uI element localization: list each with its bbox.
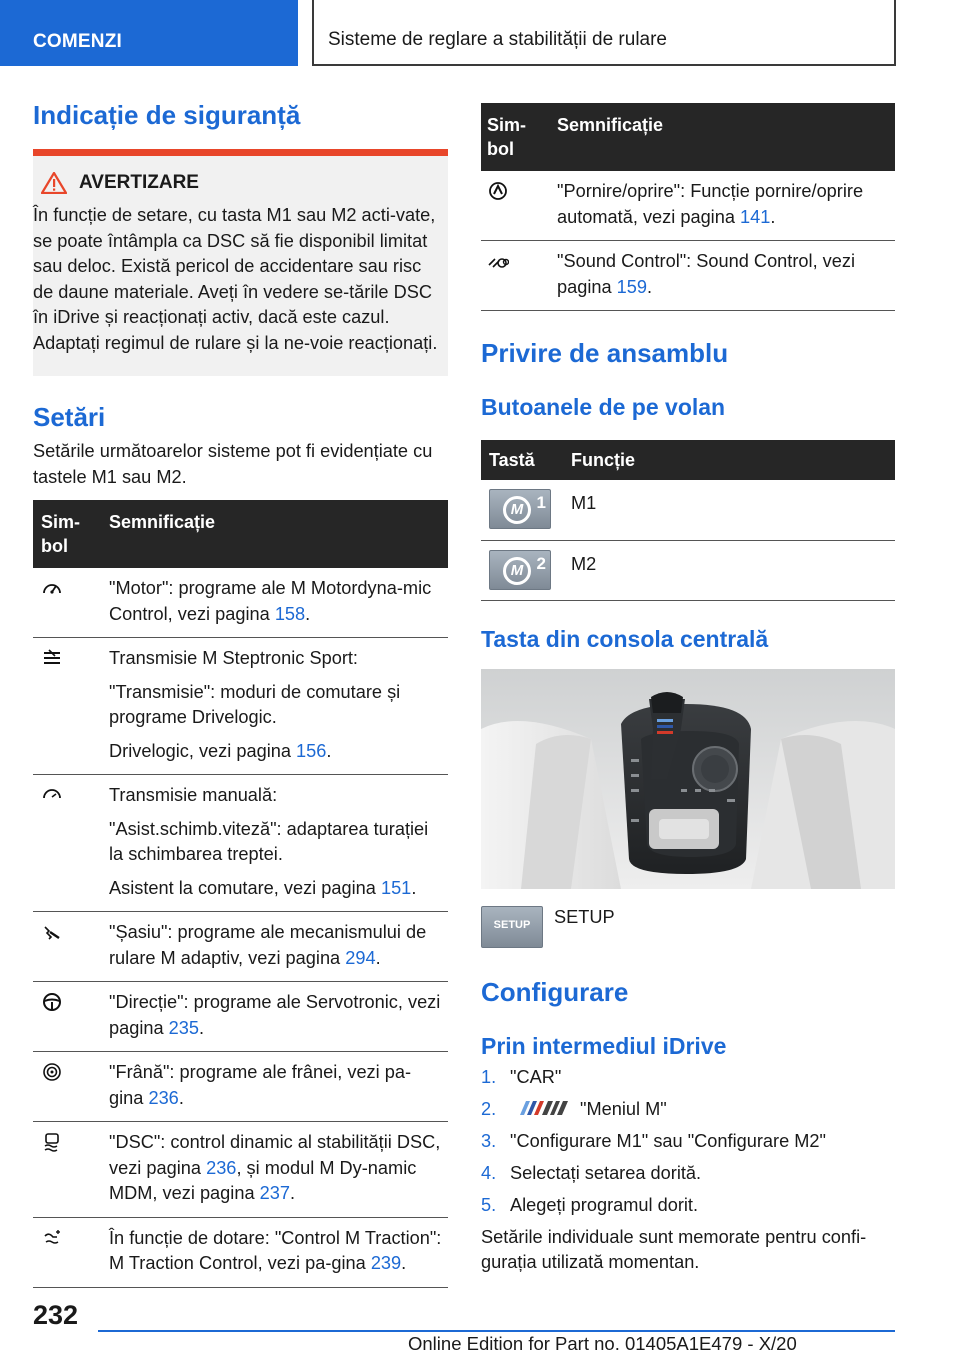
symbol-cell	[33, 638, 99, 775]
config-steps-list	[481, 1065, 895, 1219]
meaning-text: "Motor": programe ale M Motordyna-mic Control, vezi pagina	[109, 578, 432, 624]
meaning-cell	[99, 1052, 448, 1122]
step-body	[510, 1161, 701, 1187]
meaning-cell	[99, 1122, 448, 1218]
col-key-header: Tastă	[481, 440, 559, 480]
meaning-cell	[547, 241, 895, 311]
step-body	[510, 1129, 826, 1155]
step-number: 5.	[481, 1194, 497, 1215]
table-row	[481, 241, 895, 311]
m-button-ring	[503, 496, 531, 524]
setup-text: SETUP	[554, 906, 615, 927]
meaning-cell	[99, 638, 448, 775]
meaning-text: .	[289, 1183, 296, 1203]
m-logo-icon	[516, 1099, 572, 1117]
meaning-cell	[99, 775, 448, 912]
table-row	[33, 1122, 448, 1218]
col-meaning-header: Semnificație	[547, 103, 895, 171]
meaning-line	[109, 1060, 442, 1111]
step-text: "Configurare M1" sau "Configurare M2"	[510, 1130, 826, 1151]
symbol-cell	[481, 171, 547, 241]
meaning-text: Transmisie M Steptronic Sport:	[109, 648, 358, 668]
safety-heading: Indicație de siguranță	[33, 100, 301, 130]
center-console-image	[481, 669, 895, 889]
table-row	[33, 1052, 448, 1122]
meaning-text: "Direcție": programe ale Servotronic, vezi pagina	[109, 992, 441, 1038]
meaning-line	[109, 817, 442, 868]
step-number: 3.	[481, 1130, 497, 1151]
gauge-icon	[41, 578, 63, 598]
traction-icon	[41, 1228, 63, 1248]
left-column	[33, 100, 448, 1288]
step-text: Selectați setarea dorită.	[510, 1162, 702, 1183]
warning-label: AVERTIZARE	[79, 172, 199, 193]
col-meaning-header: Semnificație	[99, 500, 448, 568]
meaning-line	[109, 920, 442, 971]
warning-triangle-icon	[41, 172, 67, 194]
meaning-text: .	[326, 740, 332, 761]
settings-heading: Setări	[33, 402, 106, 432]
meaning-cell	[99, 1217, 448, 1287]
function-cell	[559, 540, 895, 600]
page-number: 232	[33, 1300, 79, 1330]
page-link[interactable]: 158	[274, 603, 306, 624]
meaning-text: "DSC": control dinamic al stabilității DSC, vezi pagina	[109, 1132, 441, 1178]
m-number: 1	[536, 493, 546, 512]
function-cell	[559, 480, 895, 540]
table-header-row	[33, 500, 448, 568]
section-tab[interactable]: COMENZI	[0, 0, 298, 66]
m-button-ring	[503, 557, 531, 585]
meaning-text: .	[178, 1087, 184, 1108]
meaning-text: .	[647, 276, 653, 297]
step-body	[510, 1097, 667, 1123]
meaning-text: Drivelogic, vezi pagina	[109, 740, 297, 761]
page-link[interactable]: 239	[370, 1253, 402, 1273]
brake-icon	[41, 1062, 63, 1082]
meaning-cell	[547, 171, 895, 241]
symbol-cell	[33, 912, 99, 982]
list-item	[481, 1161, 895, 1187]
setup-button-icon[interactable]	[481, 906, 543, 948]
key-cell	[481, 480, 559, 540]
page-link[interactable]: 237	[259, 1183, 290, 1203]
wheel-buttons-heading: Butoanele de pe volan	[481, 394, 726, 420]
key-cell	[481, 540, 559, 600]
list-item	[481, 1097, 895, 1123]
page-link[interactable]: 236	[148, 1087, 179, 1108]
meaning-text: , și modul M Dy-namic MDM, vezi pagina	[109, 1157, 417, 1203]
step-number: 4.	[481, 1162, 497, 1183]
meaning-line	[109, 680, 442, 731]
start-stop-icon	[487, 181, 509, 201]
transmission-icon	[41, 648, 63, 668]
footer-divider	[98, 1330, 895, 1332]
step-number: 2.	[481, 1098, 497, 1119]
function-text: M1	[571, 493, 597, 513]
meaning-text: "Șasiu": programe ale mecanismului de rulare M adaptiv, vezi pagina	[109, 922, 427, 968]
meaning-line	[109, 990, 442, 1041]
meaning-line	[109, 1226, 442, 1277]
meaning-line	[109, 1130, 442, 1207]
steering-wheel-icon	[41, 992, 63, 1012]
table-row	[481, 540, 895, 600]
col-symbol-header: Sim- bol	[33, 500, 99, 568]
suspension-icon	[41, 922, 63, 942]
meaning-text: "Frână": programe ale frânei, vezi pa-gina	[109, 1062, 412, 1108]
symbol-cell	[481, 241, 547, 311]
step-body	[510, 1193, 698, 1219]
meaning-text: "Sound Control": Sound Control, vezi pagina	[557, 251, 856, 297]
meaning-line	[109, 646, 442, 672]
table-row	[33, 638, 448, 775]
setup-row	[481, 906, 895, 948]
table-row	[481, 480, 895, 540]
meaning-text: "Asist.schimb.viteză": adaptarea turației la schimbarea treptei.	[109, 818, 429, 864]
list-item	[481, 1065, 895, 1091]
table-row	[33, 982, 448, 1052]
warning-text: În funcție de setare, cu tasta M1 sau M2 acti-vate, se poate întâmpla ca DSC să fie disponibil limitat sau deloc. Există pericol de accidentare sau risc de daune materiale. Aveți în vedere se-tările DSC în iDrive și reacționați activ, dacă este cazul. Adaptați regimul de rulare și la ne-voie reacționați.	[33, 205, 438, 353]
edition-text: Online Edition for Part no. 01405A1E479 - X/20	[408, 1333, 797, 1354]
table-header-row	[481, 440, 895, 480]
meaning-text: .	[401, 1253, 407, 1273]
dsc-icon	[41, 1132, 63, 1152]
warning-header	[41, 172, 438, 194]
table-row	[33, 912, 448, 982]
chapter-title: Sisteme de reglare a stabilității de rulare	[312, 0, 896, 66]
meaning-cell	[99, 982, 448, 1052]
symbol-cell	[33, 1122, 99, 1218]
meaning-cell	[99, 912, 448, 982]
col-function-header: Funcție	[559, 440, 895, 480]
list-item	[481, 1129, 895, 1155]
meaning-cell	[99, 568, 448, 638]
table-row	[33, 1217, 448, 1287]
symbol-cell	[33, 775, 99, 912]
meaning-line	[109, 876, 442, 902]
meaning-text: .	[411, 877, 417, 898]
page-link[interactable]: 294	[345, 947, 376, 968]
symbol-cell	[33, 1052, 99, 1122]
meaning-text: "Transmisie": moduri de comutare și programe Drivelogic.	[109, 681, 401, 727]
m1-button-icon[interactable]	[489, 489, 551, 529]
meaning-text: "Pornire/oprire": Funcție pornire/oprire automată, vezi pagina	[557, 181, 864, 227]
function-text: M2	[571, 553, 597, 574]
table-row	[33, 775, 448, 912]
config-note: Setările individuale sunt memorate pentru confi-gurația utilizată momentan.	[481, 1226, 867, 1272]
meaning-line	[109, 739, 442, 765]
page-link[interactable]: 141	[740, 206, 771, 227]
step-number: 1.	[481, 1066, 497, 1087]
page-header	[0, 0, 960, 66]
table-row	[33, 568, 448, 638]
idrive-heading: Prin intermediul iDrive	[481, 1032, 727, 1059]
step-text: Alegeți programul dorit.	[510, 1194, 699, 1215]
page-link[interactable]: 159	[616, 276, 648, 297]
config-heading: Configurare	[481, 976, 629, 1007]
settings-intro: Setările următoarelor sisteme pot fi evidențiate cu tastele M1 sau M2.	[33, 441, 433, 487]
meaning-text: .	[199, 1017, 205, 1038]
m-letter: M	[510, 561, 524, 579]
m-letter: M	[510, 501, 524, 519]
symbol-cell	[33, 568, 99, 638]
m-number: 2	[536, 553, 546, 573]
page-link[interactable]: 235	[168, 1017, 200, 1038]
setup-key-label: SETUP	[493, 918, 531, 931]
meaning-line	[109, 576, 442, 627]
meaning-text: Transmisie manuală:	[109, 785, 278, 805]
step-body	[510, 1065, 561, 1091]
overview-heading: Privire de ansamblu	[481, 338, 729, 368]
wheel-keys-table	[481, 440, 895, 601]
list-item	[481, 1193, 895, 1219]
meaning-text: .	[305, 603, 311, 624]
page-link[interactable]: 151	[380, 877, 412, 898]
table-row	[481, 171, 895, 241]
console-heading: Tasta din consola centrală	[481, 625, 769, 652]
col-symbol-header: Sim- bol	[481, 103, 547, 171]
symbol-cell	[33, 982, 99, 1052]
table-header-row	[481, 103, 895, 171]
meaning-text: În funcție de dotare: "Control M Traction": M Traction Control, vezi pa-gina	[109, 1227, 442, 1273]
settings-table-continued	[481, 103, 895, 311]
meaning-text: .	[770, 206, 776, 227]
settings-table	[33, 500, 448, 1288]
step-text: "CAR"	[510, 1066, 562, 1087]
sound-control-icon	[487, 251, 509, 271]
meaning-line	[109, 783, 442, 809]
meaning-text: .	[375, 947, 381, 968]
step-text: "Meniul M"	[580, 1098, 667, 1119]
symbol-cell	[33, 1217, 99, 1287]
warning-box	[33, 149, 448, 376]
page-link[interactable]: 236	[206, 1157, 237, 1178]
m2-button-icon[interactable]	[489, 550, 551, 590]
page-link[interactable]: 156	[296, 740, 327, 761]
meaning-text: Asistent la comutare, vezi pagina	[109, 877, 381, 898]
right-column	[481, 103, 895, 1276]
manual-gearbox-icon	[41, 785, 63, 805]
